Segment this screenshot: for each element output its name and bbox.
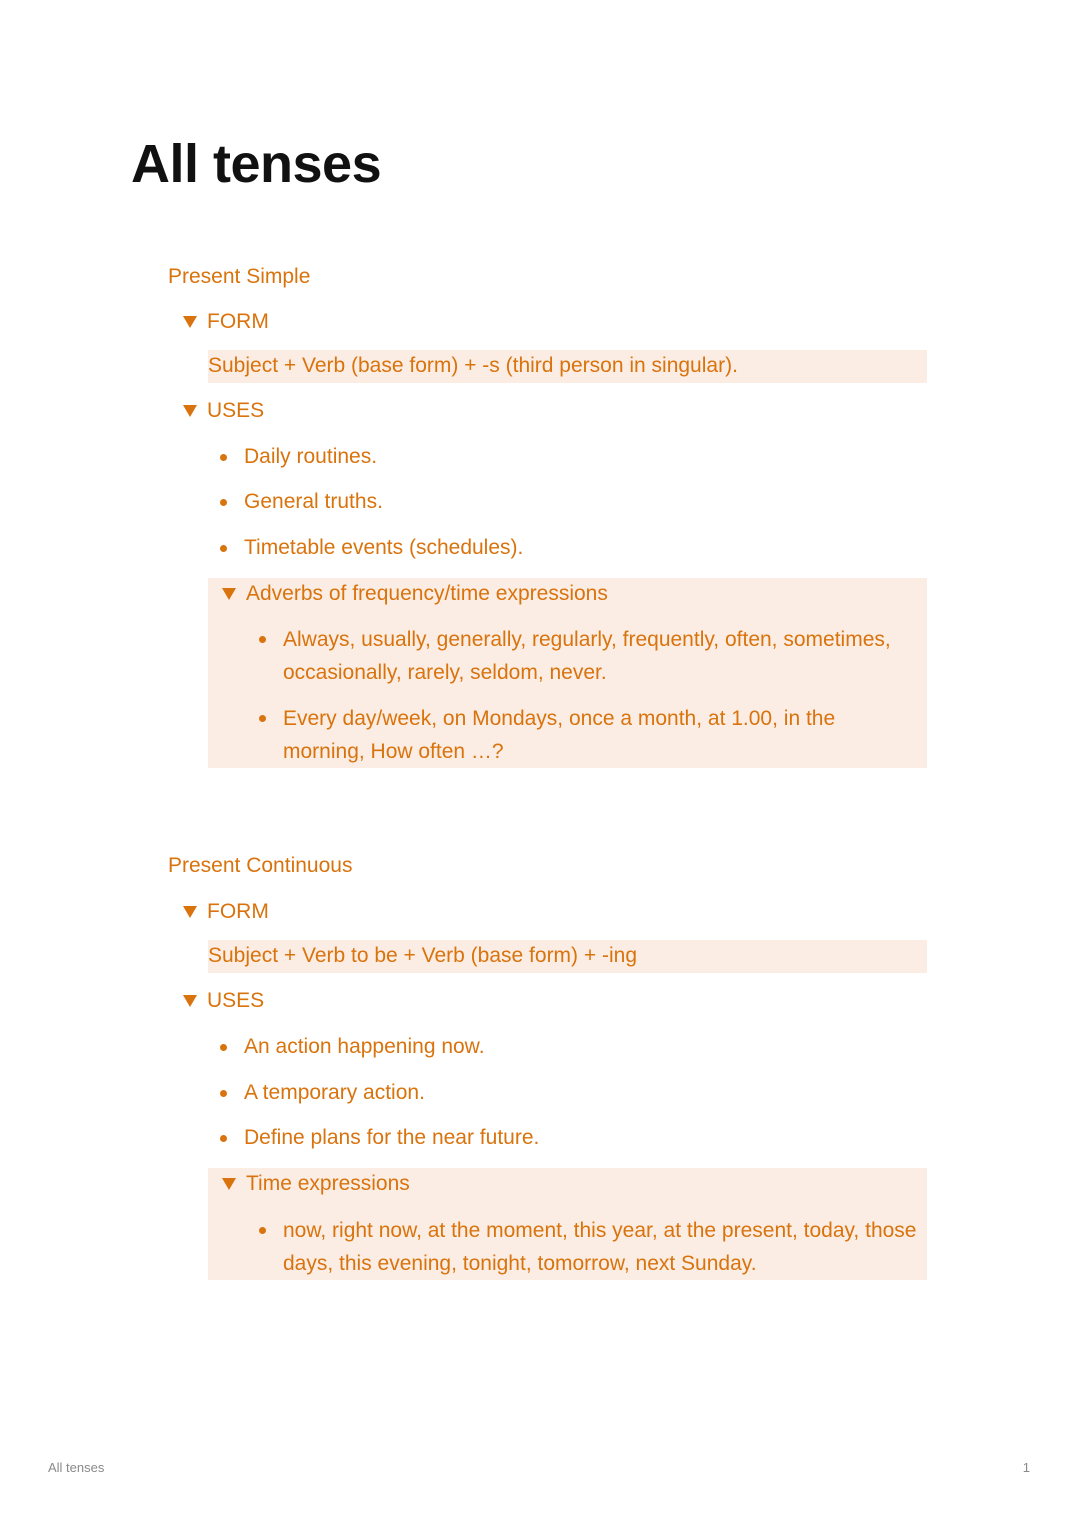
triangle-down-icon (183, 405, 197, 417)
list-item-text: Define plans for the near future. (244, 1126, 540, 1149)
bullet-icon (220, 454, 227, 461)
toggle-label: USES (207, 399, 265, 422)
bullet-icon (259, 636, 266, 643)
list-item-text: Every day/week, on Mondays, once a month, at 1.00, in the morning, How often …? (283, 707, 836, 763)
form-text-present-continuous: Subject + Verb to be + Verb (base form) + -ing (208, 944, 637, 967)
list-item (220, 1034, 485, 1060)
list-item-text: General truths. (244, 490, 383, 513)
toggle-label: Adverbs of frequency/time expressions (246, 582, 608, 605)
list-item (259, 1214, 919, 1280)
list-item-text: now, right now, at the moment, this year, at the present, today, those days, this evening, tonight, tomorrow, next Sunday. (283, 1219, 917, 1275)
toggle-form-present-simple[interactable] (183, 309, 269, 335)
list-item (220, 535, 523, 561)
list-item-text: Always, usually, generally, regularly, frequently, often, sometimes, occasionally, rarely, seldom, never. (283, 628, 891, 684)
bullet-icon (259, 715, 266, 722)
list-item (220, 489, 383, 515)
list-item (220, 1080, 425, 1106)
form-text-present-simple: Subject + Verb (base form) + -s (third person in singular). (208, 354, 738, 377)
triangle-down-icon (183, 995, 197, 1007)
list-item (220, 1125, 539, 1151)
list-item-text: Daily routines. (244, 445, 378, 468)
bullet-icon (259, 1227, 266, 1234)
toggle-uses-present-continuous[interactable] (183, 988, 264, 1014)
toggle-label: FORM (207, 310, 269, 333)
toggle-label: Time expressions (246, 1172, 410, 1195)
bullet-icon (220, 545, 227, 552)
bullet-icon (220, 1090, 227, 1097)
list-item-text: An action happening now. (244, 1035, 485, 1058)
list-item (259, 702, 879, 768)
list-item (220, 444, 377, 470)
bullet-icon (220, 1135, 227, 1142)
footer-doc-name: All tenses (48, 1460, 105, 1475)
toggle-time-expressions[interactable] (222, 1171, 410, 1197)
footer-page-number: 1 (1022, 1460, 1030, 1475)
toggle-uses-present-simple[interactable] (183, 398, 264, 424)
triangle-down-icon (183, 906, 197, 918)
list-item (259, 623, 919, 689)
bullet-icon (220, 1044, 227, 1051)
list-item-text: A temporary action. (244, 1081, 425, 1104)
list-item-text: Timetable events (schedules). (244, 536, 524, 559)
page-title: All tenses (131, 134, 382, 194)
section-heading-present-continuous: Present Continuous (168, 854, 353, 877)
toggle-form-present-continuous[interactable] (183, 899, 269, 925)
bullet-icon (220, 499, 227, 506)
triangle-down-icon (183, 316, 197, 328)
toggle-label: FORM (207, 900, 269, 923)
triangle-down-icon (222, 588, 236, 600)
section-heading-present-simple: Present Simple (168, 265, 311, 288)
toggle-label: USES (207, 989, 265, 1012)
triangle-down-icon (222, 1178, 236, 1190)
toggle-adverbs-of-frequency[interactable] (222, 581, 608, 607)
